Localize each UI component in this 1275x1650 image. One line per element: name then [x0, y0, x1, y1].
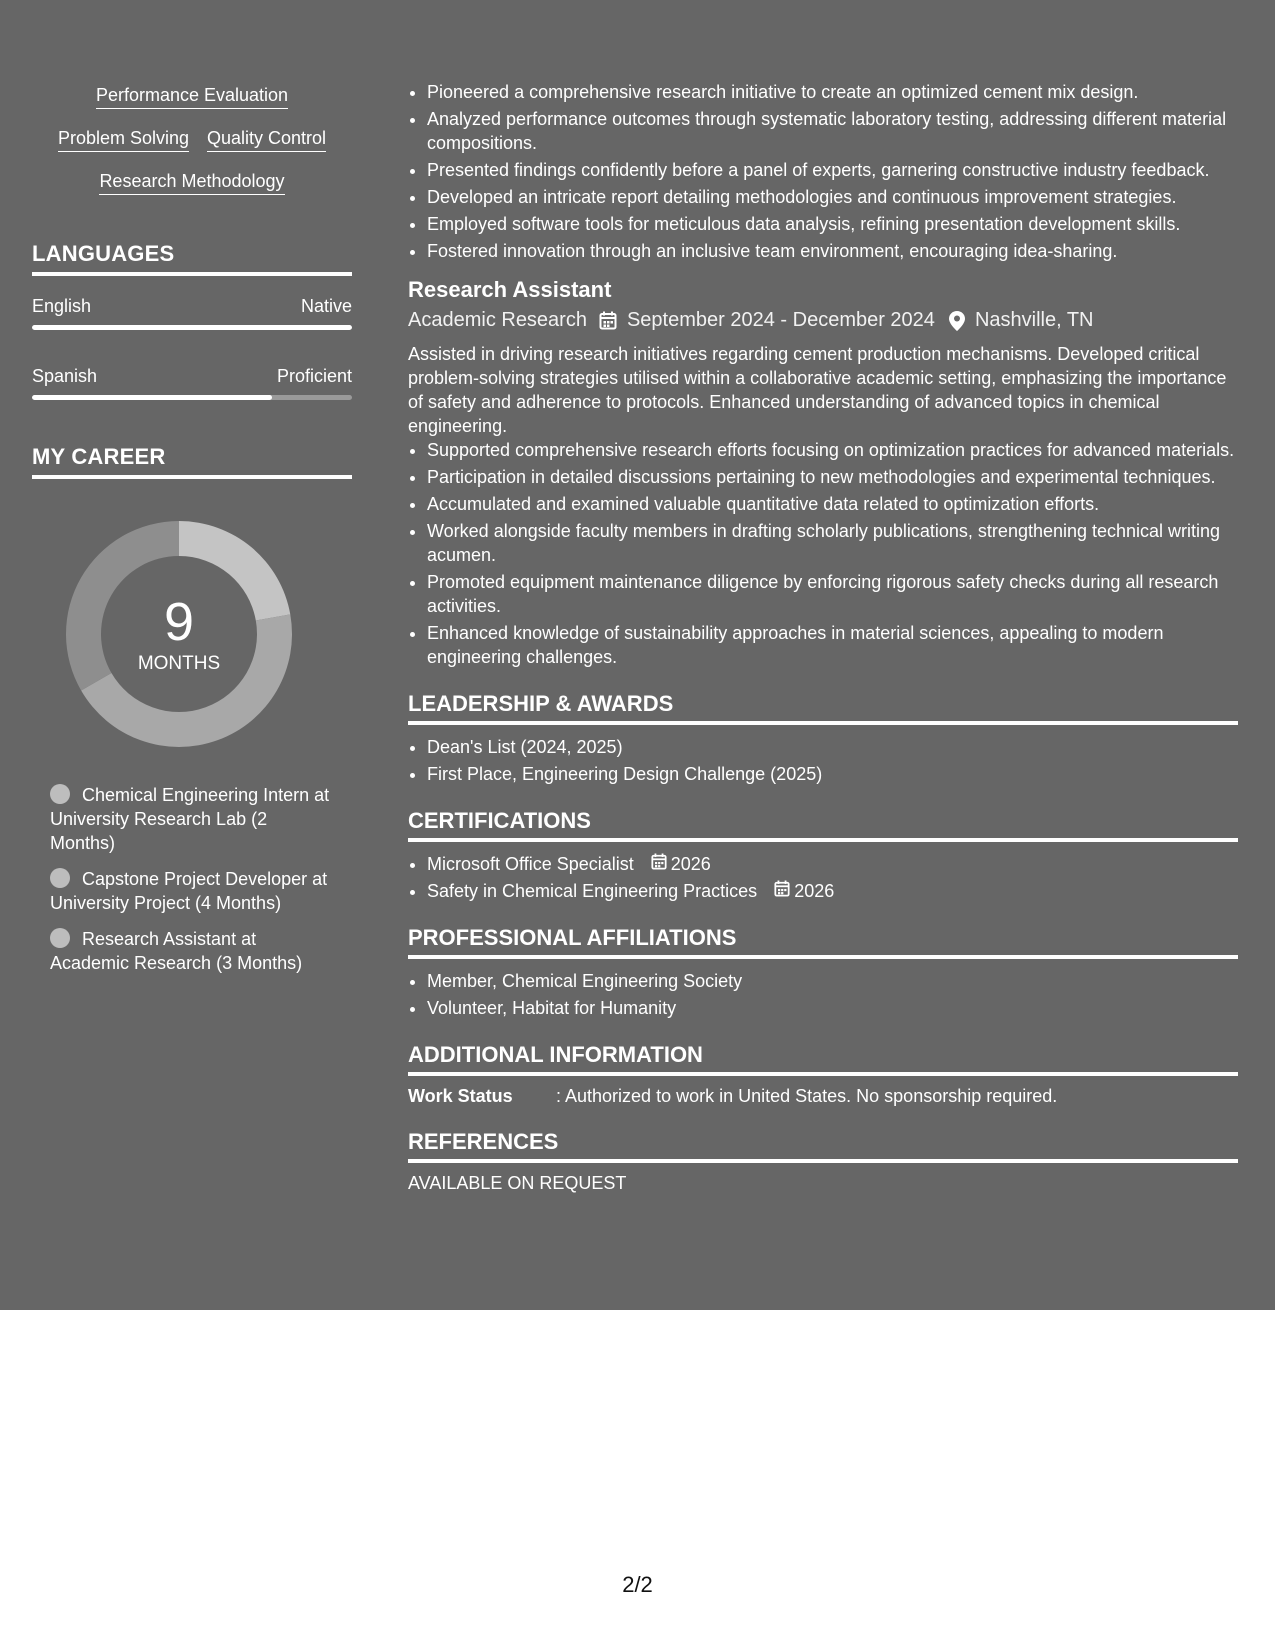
job-summary: Assisted in driving research initiatives regarding cement production mechanisms. Developed critical problem-solving strategies utilised within a collaborative academic setting, emphasizing the importance of safety and adherence to protocols. Enhanced understanding of advanced topics in chemical engineering.	[408, 344, 1227, 436]
certification-year: 2026	[794, 881, 835, 901]
calendar-icon	[774, 879, 790, 903]
list-item: • Employed software tools for meticulous data analysis, refining presentation development skills.	[427, 212, 1238, 236]
skill-tag: Research Methodology	[99, 170, 284, 195]
list-item: • Promoted equipment maintenance diligence by enforcing rigorous safety checks during all research activities.	[427, 570, 1238, 618]
references-text: AVAILABLE ON REQUEST	[408, 1173, 627, 1193]
list-item: • Enhanced knowledge of sustainability approaches in material sciences, appealing to modern engineering challenges.	[427, 621, 1238, 669]
experience-bullets	[408, 80, 1238, 263]
skill-tag: Problem Solving	[58, 127, 189, 152]
certification-year: 2026	[670, 854, 711, 874]
list-item: • Worked alongside faculty members in drafting scholarly publications, strengthening technical writing acumen.	[427, 519, 1238, 567]
work-status-label: Work Status	[408, 1086, 513, 1106]
language-bar	[32, 395, 352, 400]
list-item: • Participation in detailed discussions pertaining to new methodologies and experimental techniques.	[427, 465, 1238, 489]
list-item: • Dean's List (2024, 2025)	[427, 735, 1238, 759]
list-item: • Volunteer, Habitat for Humanity	[427, 996, 1238, 1020]
language-bar-fill	[32, 325, 352, 330]
list-item	[427, 879, 1238, 903]
location-pin-icon	[949, 309, 965, 332]
language-bar	[32, 325, 352, 330]
work-status-row	[408, 1086, 1238, 1107]
career-legend-item: Research Assistant at Academic Research (3 Months)	[50, 929, 303, 973]
calendar-icon	[599, 309, 617, 332]
legend-dot-icon	[50, 928, 70, 948]
list-item: • Supported comprehensive research efforts focusing on optimization practices for advanced materials.	[427, 438, 1238, 462]
certifications-list	[408, 852, 1238, 903]
list-item: • Fostered innovation through an inclusive team environment, encouraging idea-sharing.	[427, 239, 1238, 263]
certification-name: Microsoft Office Specialist	[427, 854, 634, 874]
list-item: • Presented findings confidently before a panel of experts, garnering constructive industry feedback.	[427, 158, 1238, 182]
list-item: • Pioneered a comprehensive research initiative to create an optimized cement mix design.	[427, 80, 1238, 104]
career-unit: MONTHS	[137, 653, 221, 674]
skill-tag: Quality Control	[207, 127, 326, 152]
list-item: • Accumulated and examined valuable quantitative data related to optimization efforts.	[427, 492, 1238, 516]
skill-tag: Performance Evaluation	[96, 84, 288, 109]
awards-list	[408, 735, 1238, 786]
language-level: Proficient	[276, 366, 352, 386]
language-level: Native	[300, 296, 352, 316]
certification-name: Safety in Chemical Engineering Practices	[427, 881, 758, 901]
affiliations-list	[408, 969, 1238, 1020]
additional-info-heading: ADDITIONAL INFORMATION	[408, 1042, 1238, 1076]
job-location: Nashville, TN	[974, 309, 1094, 331]
job-title: Research Assistant	[408, 277, 612, 302]
work-status-value: : Authorized to work in United States. No sponsorship required.	[556, 1086, 1058, 1106]
job-dates: September 2024 - December 2024	[626, 309, 935, 331]
main-column	[408, 80, 1238, 1194]
job-meta	[408, 309, 1238, 332]
list-item: • First Place, Engineering Design Challenge (2025)	[427, 762, 1238, 786]
certifications-heading: CERTIFICATIONS	[408, 808, 1238, 842]
language-row	[32, 366, 352, 387]
language-row	[32, 296, 352, 317]
list-item	[427, 852, 1238, 876]
career-legend-item: Chemical Engineering Intern at University Research Lab (2 Months)	[50, 785, 330, 853]
career-heading: MY CAREER	[32, 444, 352, 479]
career-total: 9	[163, 592, 195, 652]
language-name: English	[32, 296, 92, 316]
job-bullets	[408, 438, 1238, 669]
sidebar	[32, 84, 352, 987]
job-org: Academic Research	[408, 309, 587, 331]
list-item: • Member, Chemical Engineering Society	[427, 969, 1238, 993]
list-item: • Developed an intricate report detailing methodologies and continuous improvement strategies.	[427, 185, 1238, 209]
language-name: Spanish	[32, 366, 98, 386]
career-legend-item: Capstone Project Developer at University Project (4 Months)	[50, 869, 328, 913]
list-item: • Analyzed performance outcomes through systematic laboratory testing, addressing different material compositions.	[427, 107, 1238, 155]
affiliations-heading: PROFESSIONAL AFFILIATIONS	[408, 925, 1238, 959]
page-number: 2/2	[622, 1572, 653, 1597]
skills-tags	[32, 84, 352, 195]
calendar-icon	[651, 852, 667, 876]
languages-list	[32, 296, 352, 400]
languages-heading: LANGUAGES	[32, 241, 352, 276]
awards-heading: LEADERSHIP & AWARDS	[408, 691, 1238, 725]
career-donut	[64, 519, 294, 749]
language-bar-fill	[32, 395, 272, 400]
references-heading: REFERENCES	[408, 1129, 1238, 1163]
legend-dot-icon	[50, 868, 70, 888]
legend-dot-icon	[50, 784, 70, 804]
career-legend	[50, 783, 330, 975]
